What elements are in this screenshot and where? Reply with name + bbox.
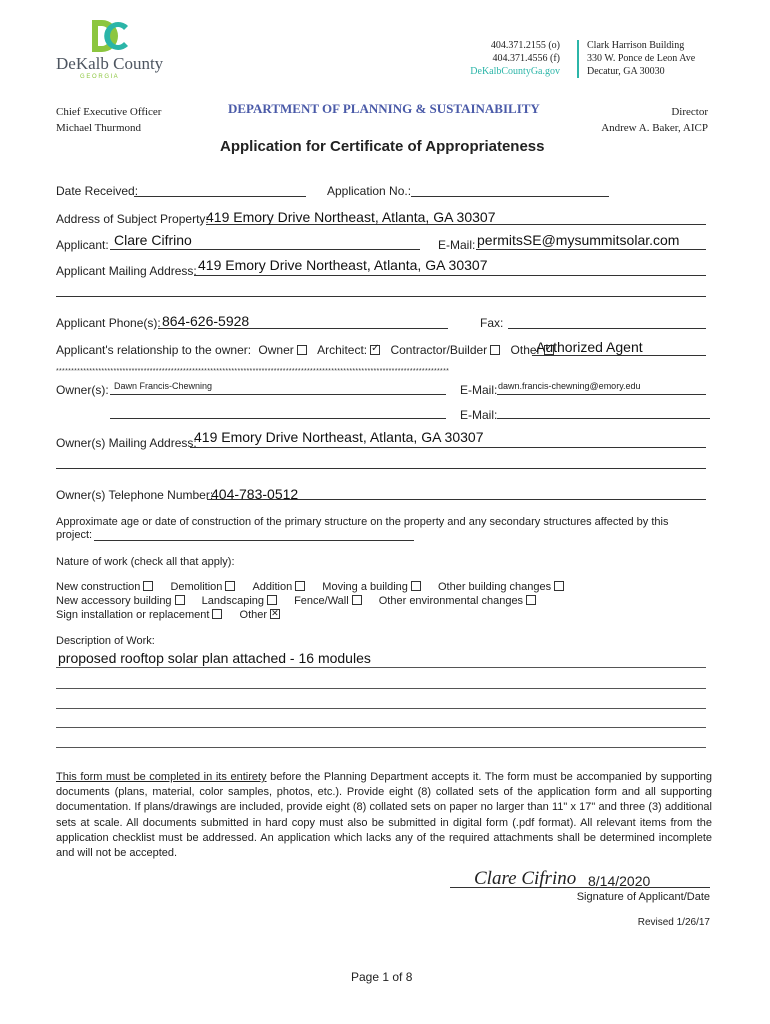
dekalb-logo xyxy=(56,16,166,82)
phone-fax: 404.371.4556 (f) xyxy=(492,53,560,64)
revised-date: Revised 1/26/17 xyxy=(637,917,710,928)
fax-field[interactable] xyxy=(508,328,706,329)
description-line-2[interactable] xyxy=(56,688,706,689)
rel-owner-label: Owner xyxy=(258,343,294,357)
applicant-value: Clare Cifrino xyxy=(114,232,192,248)
work-env-label: Other environmental changes xyxy=(378,595,524,607)
work-other-building-label: Other building changes xyxy=(437,581,552,593)
work-new-construction-label: New construction xyxy=(56,581,141,593)
work-landscaping-label: Landscaping xyxy=(201,595,265,607)
office-address xyxy=(587,39,695,78)
owner-email-label: E-Mail: xyxy=(460,383,498,397)
date-received-field[interactable] xyxy=(134,196,306,197)
app-no-label: Application No.: xyxy=(327,184,412,198)
description-line-4[interactable] xyxy=(56,727,706,728)
work-addition-checkbox[interactable] xyxy=(295,581,305,591)
rel-contractor-checkbox[interactable] xyxy=(490,345,500,355)
work-sign-checkbox[interactable] xyxy=(212,609,222,619)
signature-value: Clare Cifrino xyxy=(474,868,577,889)
work-accessory-label: New accessory building xyxy=(56,595,172,607)
department-title: DEPARTMENT OF PLANNING & SUSTAINABILITY xyxy=(228,101,540,116)
ceo-label: Chief Executive Officer xyxy=(56,106,162,118)
address-line-1: Clark Harrison Building xyxy=(587,40,685,51)
owner-field[interactable] xyxy=(110,394,446,395)
website-link[interactable]: DeKalbCountyGa.gov xyxy=(470,66,560,77)
work-other-label: Other xyxy=(239,609,268,621)
owner-field-2[interactable] xyxy=(110,418,446,419)
owners-label: Owner(s): xyxy=(56,383,109,397)
instructions-body: before the Planning Department accepts it. The form must be accompanied by supporting documents (plans, material, color samples, photos, etc.). Provide eight (8) collated sets of the application form and all supporting documentation. If plans/drawings are included, provide eight (8) collated sets on paper no larger than 11" x 17" and three (3) additional sets at scale. All documents submitted in hard copy must also be submitted in digital form (.pdf format). All relevant items from the application checklist must be addressed. An application which lacks any of the required attachments shall be determined incomplete and will not be accepted. xyxy=(56,771,712,860)
owner-mailing-label: Owner(s) Mailing Address: xyxy=(56,436,197,450)
owner-mailing-field[interactable] xyxy=(190,447,706,448)
fax-label: Fax: xyxy=(480,316,504,330)
relationship-label: Applicant's relationship to the owner: xyxy=(56,343,252,357)
contact-numbers xyxy=(470,39,560,78)
description-line-1[interactable] xyxy=(56,667,706,668)
work-other-building-checkbox[interactable] xyxy=(554,581,564,591)
work-other-checkbox[interactable] xyxy=(270,609,280,619)
signature-date: 8/14/2020 xyxy=(588,873,651,889)
rel-other-value: Authorized Agent xyxy=(536,339,643,355)
mailing-field-2[interactable] xyxy=(56,296,706,297)
director-label: Director xyxy=(671,106,708,118)
owner-value: Dawn Francis-Chewning xyxy=(114,381,213,391)
mailing-field[interactable] xyxy=(194,275,706,276)
project-field[interactable] xyxy=(94,540,414,541)
separator-stars: ********************************************************************************************************************************** xyxy=(56,368,450,375)
relationship-row xyxy=(56,343,554,357)
work-accessory-checkbox[interactable] xyxy=(175,595,185,605)
rel-other-label: Other xyxy=(510,343,541,357)
project-label: project: xyxy=(56,529,93,541)
work-fence-label: Fence/Wall xyxy=(294,595,349,607)
phone-value: 864-626-5928 xyxy=(162,313,250,329)
description-value: proposed rooftop solar plan attached - 16 modules xyxy=(58,650,371,666)
nature-label: Nature of work (check all that apply): xyxy=(56,556,235,568)
rel-owner-checkbox[interactable] xyxy=(297,345,307,355)
rel-architect-checkbox[interactable] xyxy=(370,345,380,355)
phone-office: 404.371.2155 (o) xyxy=(490,40,560,51)
work-sign-label: Sign installation or replacement xyxy=(56,609,210,621)
applicant-label: Applicant: xyxy=(56,238,109,252)
director-name: Andrew A. Baker, AICP xyxy=(601,122,708,134)
work-env-checkbox[interactable] xyxy=(526,595,536,605)
work-addition-label: Addition xyxy=(252,581,293,593)
owner-phone-label: Owner(s) Telephone Number: xyxy=(56,488,214,502)
phone-label: Applicant Phone(s): xyxy=(56,316,161,330)
work-fence-checkbox[interactable] xyxy=(352,595,362,605)
work-landscaping-checkbox[interactable] xyxy=(267,595,277,605)
rel-other-field[interactable] xyxy=(532,355,706,356)
email-field[interactable] xyxy=(476,249,706,250)
owner-email-value: dawn.francis-chewning@emory.edu xyxy=(498,381,641,391)
description-line-3[interactable] xyxy=(56,708,706,709)
ceo-name: Michael Thurmond xyxy=(56,122,142,134)
logo-title: DeKalb County xyxy=(56,54,164,73)
work-demolition-label: Demolition xyxy=(170,581,223,593)
mailing-label: Applicant Mailing Address: xyxy=(56,264,197,278)
age-text: Approximate age or date of construction of the primary structure on the property and any secondary structures affected by this xyxy=(56,516,669,528)
work-new-construction-checkbox[interactable] xyxy=(143,581,153,591)
date-received-label: Date Received: xyxy=(56,184,139,198)
work-row-2 xyxy=(56,595,536,607)
app-no-field[interactable] xyxy=(411,196,609,197)
dc-logo-mark-icon xyxy=(90,18,130,54)
mailing-value: 419 Emory Drive Northeast, Atlanta, GA 30307 xyxy=(198,257,488,273)
page-number: Page 1 of 8 xyxy=(351,970,413,984)
address-label: Address of Subject Property: xyxy=(56,212,209,226)
owner-email2-label: E-Mail: xyxy=(460,408,498,422)
instructions-emphasis: This form must be completed in its entirety xyxy=(56,771,267,783)
description-label: Description of Work: xyxy=(56,635,155,647)
address-value: 419 Emory Drive Northeast, Atlanta, GA 30307 xyxy=(206,209,496,225)
owner-email-field[interactable] xyxy=(497,394,706,395)
owner-email2-field[interactable] xyxy=(497,418,710,419)
email-value: permitsSE@mysummitsolar.com xyxy=(477,232,680,248)
work-row-3 xyxy=(56,609,280,621)
address-line-3: Decatur, GA 30030 xyxy=(587,66,665,77)
owner-mailing-field-2[interactable] xyxy=(56,468,706,469)
description-line-5[interactable] xyxy=(56,747,706,748)
rel-architect-label: Architect: xyxy=(317,343,368,357)
header-divider xyxy=(577,40,579,78)
address-line-2: 330 W. Ponce de Leon Ave xyxy=(587,53,696,64)
instructions-paragraph xyxy=(56,770,712,861)
logo-subtitle: G E O R G I A xyxy=(80,74,118,80)
owner-mailing-value: 419 Emory Drive Northeast, Atlanta, GA 30307 xyxy=(194,429,484,445)
owner-phone-value: 404-783-0512 xyxy=(211,486,299,502)
work-moving-checkbox[interactable] xyxy=(411,581,421,591)
rel-contractor-label: Contractor/Builder xyxy=(390,343,488,357)
email-label: E-Mail: xyxy=(438,238,476,252)
work-row-1 xyxy=(56,581,564,593)
signature-label: Signature of Applicant/Date xyxy=(576,891,710,903)
work-moving-label: Moving a building xyxy=(322,581,408,593)
form-title: Application for Certificate of Appropriateness xyxy=(220,138,545,155)
applicant-field[interactable] xyxy=(110,249,420,250)
work-demolition-checkbox[interactable] xyxy=(225,581,235,591)
